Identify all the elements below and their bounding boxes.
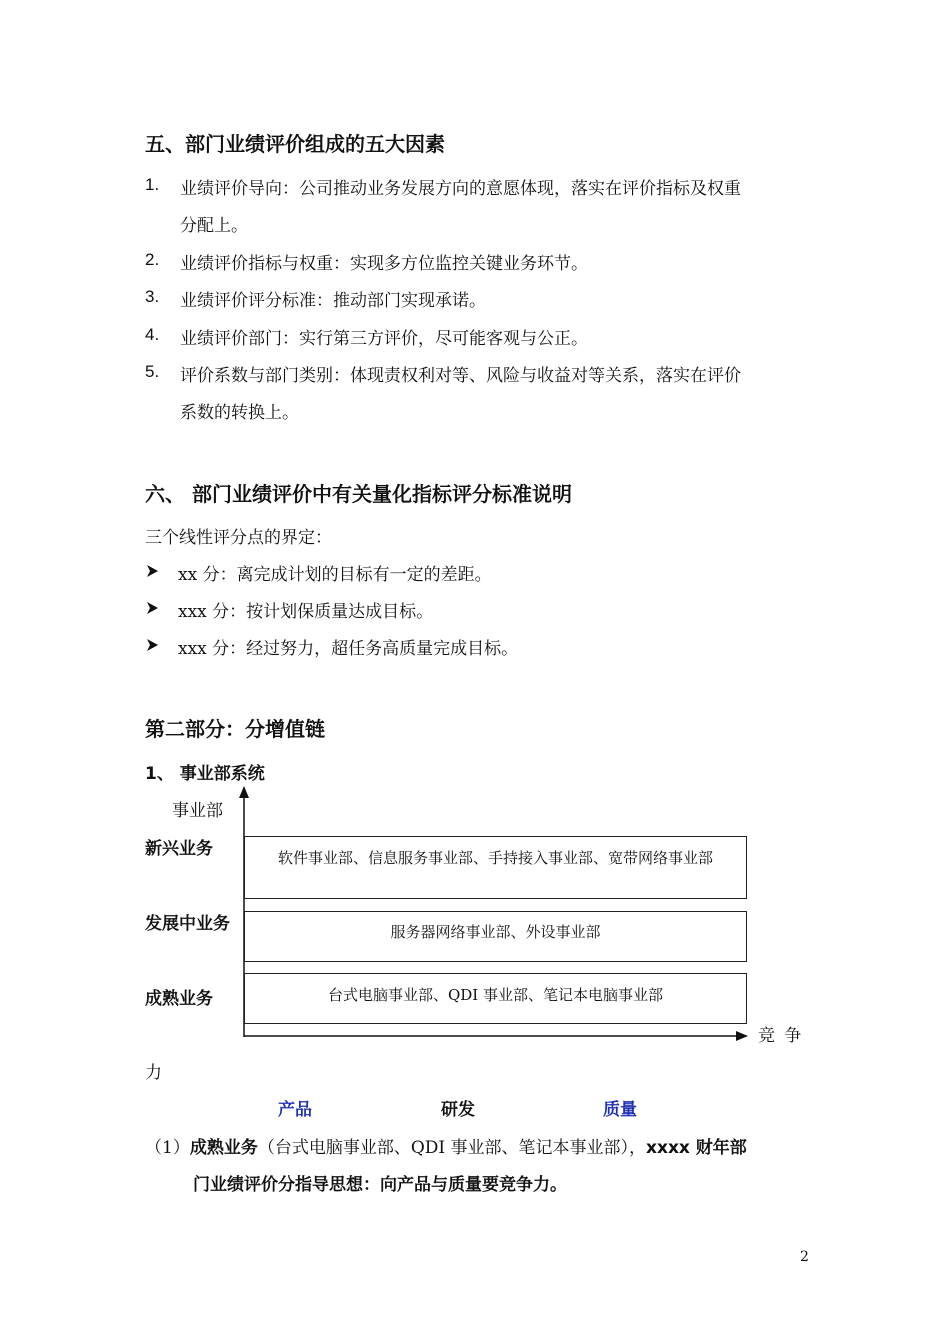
list-item-text-continued: 系数的转换上。 — [180, 403, 299, 423]
list-item-text: 评价系数与部门类别：体现责权利对等、风险与收益对等关系，落实在评价 — [180, 366, 741, 386]
section6-intro: 三个线性评分点的界定： — [145, 528, 332, 548]
paragraph-prefix: （1） — [145, 1138, 190, 1158]
list-item-number: 1. — [145, 175, 160, 194]
paragraph-line2: 门业绩评价分指导思想：向产品与质量要竞争力。 — [193, 1175, 567, 1195]
arrowhead-bullet-icon — [146, 638, 160, 652]
list-item-text: 业绩评价部门：实行第三方评价，尽可能客观与公正。 — [180, 329, 588, 349]
paragraph-bold-year: xxxx 财年部 — [646, 1138, 747, 1158]
list-item-number: 5. — [145, 362, 160, 381]
list-item-number: 4. — [145, 325, 160, 344]
y-axis-arrow-icon — [239, 786, 249, 798]
emerging-business-box — [244, 836, 747, 899]
bullet-text: xxx 分：经过努力，超任务高质量完成目标。 — [178, 639, 519, 659]
part2-title: 第二部分：分增值链 — [145, 717, 325, 741]
developing-business-content: 服务器网络事业部、外设事业部 — [390, 923, 601, 941]
list-item-number: 2. — [145, 250, 160, 269]
bottom-label-rnd: 研发 — [441, 1100, 475, 1120]
x-axis-label-continued: 力 — [145, 1063, 162, 1083]
mature-business-box — [244, 973, 747, 1024]
emerging-business-content: 软件事业部、信息服务事业部、手持接入事业部、宽带网络事业部 — [277, 849, 713, 867]
arrowhead-bullet-icon — [146, 601, 160, 615]
row-label-emerging: 新兴业务 — [145, 839, 213, 859]
x-axis-label: 竞 争 — [758, 1026, 804, 1046]
developing-business-box — [244, 911, 747, 962]
bottom-label-product: 产品 — [278, 1100, 312, 1120]
bullet-text: xxx 分：按计划保质量达成目标。 — [178, 602, 434, 622]
arrowhead-bullet-icon — [146, 564, 160, 578]
list-item-number: 3. — [145, 287, 160, 306]
bullet-text: xx 分：离完成计划的目标有一定的差距。 — [178, 565, 492, 585]
list-item-text: 业绩评价评分标准：推动部门实现承诺。 — [180, 291, 486, 311]
x-axis-arrow-icon — [736, 1031, 748, 1041]
paragraph-bold-mature: 成熟业务 — [189, 1138, 258, 1158]
list-item-text: 业绩评价导向：公司推动业务发展方向的意愿体现，落实在评价指标及权重 — [180, 179, 741, 199]
y-axis-label: 事业部 — [172, 801, 223, 821]
paragraph-line1 — [145, 1133, 747, 1158]
list-item-text-continued: 分配上。 — [180, 216, 248, 236]
part2-subtitle: 1、 事业部系统 — [145, 764, 265, 784]
page-number: 2 — [800, 1249, 809, 1265]
mature-business-content: 台式电脑事业部、QDI 事业部、笔记本电脑事业部 — [327, 986, 664, 1004]
section6-title: 六、 部门业绩评价中有关量化指标评分标准说明 — [145, 482, 572, 506]
list-item-text: 业绩评价指标与权重：实现多方位监控关键业务环节。 — [180, 254, 588, 274]
row-label-developing: 发展中业务 — [145, 914, 230, 934]
row-label-mature: 成熟业务 — [145, 989, 213, 1009]
bottom-label-quality: 质量 — [603, 1100, 637, 1120]
section5-title: 五、部门业绩评价组成的五大因素 — [145, 132, 445, 156]
paragraph-normal: （台式电脑事业部、QDI 事业部、笔记本事业部）， — [257, 1138, 647, 1158]
